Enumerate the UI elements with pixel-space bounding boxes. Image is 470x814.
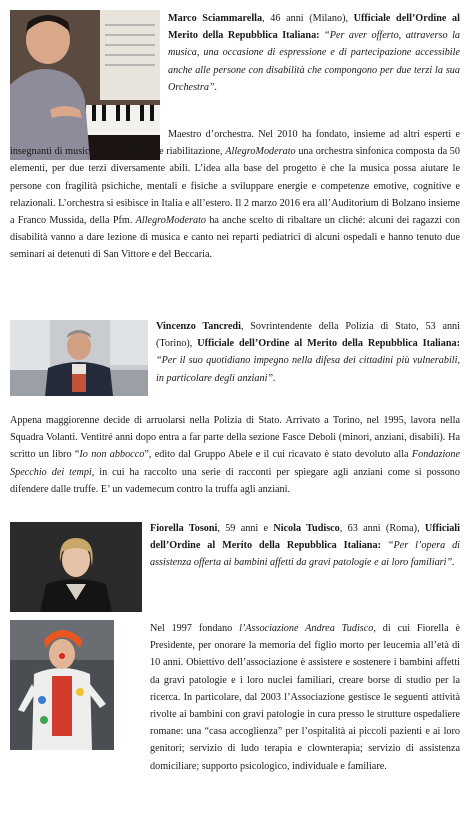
photo-vincenzo-tancredi (10, 320, 148, 396)
honor-title: Ufficiali dell’Ordine al Merito della Repubblica Italiana: (150, 523, 460, 552)
bio-text: di cui Fiorella è Presidente, per onorare la memoria del figlio morto per leucemia all’età di 10 anni. Obiettivo dell’associazione è assistere e sostenere i bambini affetti da gravi patologie e i loro nuclei familiari, creare borse di studio per la ricerca. In particolare, dal 2003 l’Associazione gestisce le seguenti attività rivolte ai bambini con gravi patologie in cura presso le strutture ospedaliere romane: una “casa accoglienza” per l’ospitalità ai piccoli pazienti e ai loro genitori; servizio di ludo terapia e clownterapia; servizio di assistenza domiciliare; supporto psicologico, individuale e familiare. (150, 623, 460, 772)
person-name: Fiorella Tosoni (150, 523, 218, 534)
bio-text: ha anche scelto di ribaltare un cliché: alcuni dei ragazzi con disabilità vanno a dare lezione di musica e canto nei reparti pediatrici di alcuni ospedali e hanno tenuto due seminari ai detenuti di San Vittore e del Beccaria. (10, 215, 460, 261)
bio-text: Appena maggiorenne decide di arruolarsi nella Polizia di Stato. Arrivato a Torino, nel 1995, lavora nella Squadra Volanti. Ventitré anni dopo entra a far parte della sezione Fasce Deboli (minori, anziani, disabili). Ha scritto un libro “ (10, 415, 460, 461)
paragraph-marco-header (168, 10, 460, 96)
photo-fiorella-tosoni (10, 522, 142, 612)
bio-text: Maestro d’orchestra. Nel 2010 ha fondato, insieme ad altri esperti e insegnanti di musica, musicoterapia e riabilitazione, (10, 129, 460, 158)
book-title: Io non abbocco (79, 449, 145, 461)
bio-text: ”, edito dal Gruppo Abele e il cui ricavato è stato devoluto alla (144, 449, 412, 461)
motivation: “Per aver offerto, attraverso la musica, una occasione di espressione e di partecipazione accessibile anche alle persone con disabilità che compongono per due terzi la sua Orchestra”. (168, 30, 460, 93)
bio-text: Nel 1997 fondano (150, 623, 240, 634)
paragraph-fiorella-bio (150, 620, 460, 775)
paragraph-fiorella-header (150, 520, 460, 572)
person-details: , Sovrintendente della Polizia di Stato, 53 anni (Torino), (156, 321, 460, 350)
person-details: , 63 anni (Roma), (339, 523, 425, 534)
orchestra-name: AllegroModerato (135, 215, 207, 227)
honor-title: Ufficiale dell’Ordine al Merito della Repubblica Italiana: (197, 338, 460, 350)
orchestra-name: AllegroModerato (225, 146, 296, 158)
paragraph-vincenzo-header (156, 318, 460, 387)
bio-text: una orchestra sinfonica composta da 50 elementi, per due terzi diversamente abili. L’idea alla base del progetto è che la musica possa aiutare le persone con fragilità psichiche, mentali e fisiche a sviluppare energie e competenze emotive, cognitive e relazionali. L’orchestra si esibisce in Italia e all’estero. Il 2 marzo 2016 era all’Auditorium di Bolzano insieme a Franco Mussida, della Pfm. (10, 146, 460, 227)
bio-text: , in cui ha raccolto una serie di racconti per spiegare agli anziani come si possono difendere dalle truffe. E’ un vademecum contro la truffa agli anziani. (10, 466, 460, 495)
photo-nicola-tudisco (10, 620, 114, 750)
person-name: Nicola Tudisco (273, 523, 340, 534)
person-details: , 59 anni e (217, 523, 274, 534)
paragraph-marco-bio (10, 126, 460, 264)
person-name: Vincenzo Tancredi (156, 321, 241, 332)
foundation-name: Fondazione Specchio dei tempi (10, 449, 460, 478)
person-name: Marco Sciammarella (168, 13, 263, 24)
association-name: l’Associazione Andrea Tudisco, (239, 623, 376, 634)
honor-title: Ufficiale dell’Ordine al Merito della Repubblica Italiana: (168, 13, 460, 42)
paragraph-vincenzo-bio (10, 412, 460, 498)
person-details: , 46 anni (Milano), (262, 13, 354, 24)
motivation: “Per il suo quotidiano impegno nella difesa dei cittadini più vulnerabili, in particolare degli anziani”. (156, 355, 460, 384)
motivation: “Per l’opera di assistenza offerta ai bambini affetti da gravi patologie e ai loro familiari”. (150, 540, 461, 569)
